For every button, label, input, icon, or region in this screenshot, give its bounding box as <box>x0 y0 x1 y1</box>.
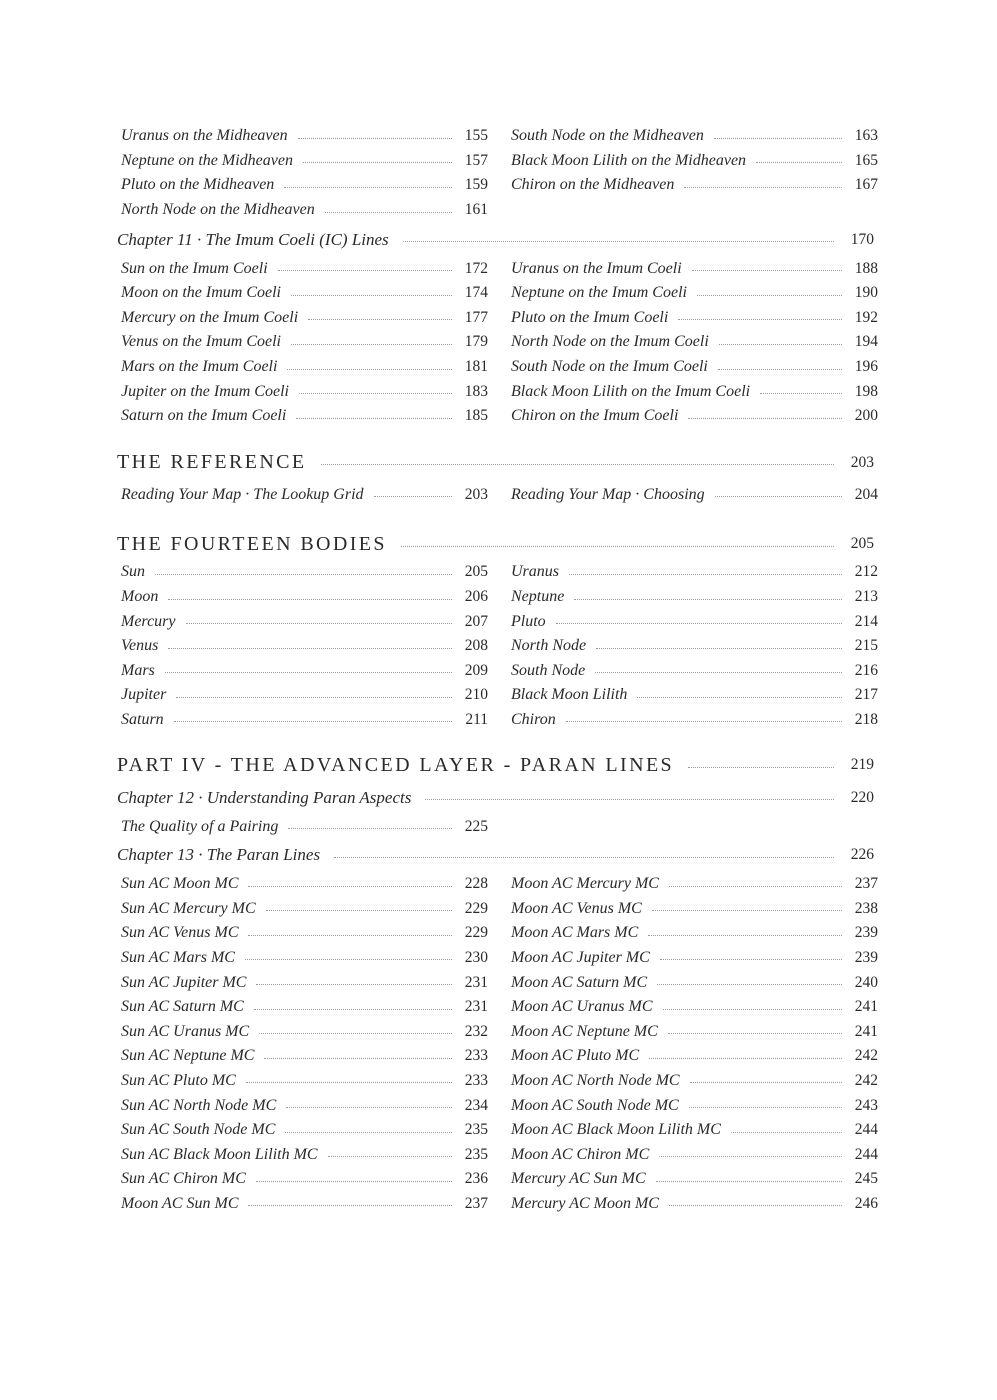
entry-title: Sun AC North Node MC <box>121 1096 277 1114</box>
entry-title: Venus <box>121 637 159 655</box>
toc-entry[interactable] <box>511 330 878 355</box>
page-number: 205 <box>850 535 874 553</box>
dot-leader <box>697 295 842 296</box>
toc-entry[interactable] <box>121 896 488 921</box>
section-title: THE FOURTEEN BODIES <box>117 532 387 555</box>
page-number: 181 <box>464 358 488 376</box>
toc-entry[interactable] <box>511 1019 878 1044</box>
entry-title: Mars on the Imum Coeli <box>121 358 278 376</box>
page-number: 196 <box>854 358 878 376</box>
dot-leader <box>652 910 842 911</box>
entry-title: South Node on the Imum Coeli <box>511 358 708 376</box>
page-number: 165 <box>854 151 878 169</box>
toc-entry[interactable] <box>121 560 488 585</box>
entry-title: Venus on the Imum Coeli <box>121 333 281 351</box>
page-number: 233 <box>464 1071 488 1089</box>
dot-leader <box>669 886 842 887</box>
entry-title: Moon <box>121 588 159 606</box>
entry-title: Reading Your Map · The Lookup Grid <box>121 485 364 503</box>
dot-leader <box>596 648 842 649</box>
dot-leader <box>245 959 452 960</box>
page-number: 235 <box>464 1145 488 1163</box>
dot-leader <box>186 623 453 624</box>
toc-entry[interactable] <box>121 946 488 971</box>
dot-leader <box>248 1205 452 1206</box>
toc-entry[interactable] <box>121 379 488 404</box>
dot-leader <box>246 1082 452 1083</box>
dot-leader <box>595 672 842 673</box>
page-number: 244 <box>854 1145 878 1163</box>
quality-entry-row <box>117 814 874 839</box>
entry-title: Jupiter on the Imum Coeli <box>121 382 289 400</box>
toc-entry[interactable] <box>511 483 878 508</box>
toc-entry[interactable] <box>121 1142 488 1167</box>
entry-title: Moon AC Jupiter MC <box>511 948 650 966</box>
entry-title: Sun on the Imum Coeli <box>121 259 268 277</box>
midheaven-entries <box>117 124 878 222</box>
page-number: 177 <box>464 308 488 326</box>
dot-leader <box>155 574 452 575</box>
toc-entry[interactable] <box>511 173 878 198</box>
entry-title: Uranus on the Imum Coeli <box>511 259 682 277</box>
section-fourteen-bodies[interactable] <box>117 530 874 558</box>
toc-entry[interactable] <box>121 198 488 223</box>
page-number: 220 <box>850 788 874 806</box>
entry-title: Mercury <box>121 612 176 630</box>
table-of-contents <box>117 124 878 1216</box>
entry-title: Sun AC Mercury MC <box>121 899 256 917</box>
toc-entry[interactable] <box>511 970 878 995</box>
dot-leader <box>692 270 842 271</box>
dot-leader <box>303 162 452 163</box>
toc-entry[interactable] <box>511 872 878 897</box>
page-number: 192 <box>854 308 878 326</box>
toc-entry[interactable] <box>511 1069 878 1094</box>
page-number: 183 <box>464 382 488 400</box>
toc-entry[interactable] <box>121 1044 488 1069</box>
page-number: 155 <box>464 127 488 145</box>
page-number: 238 <box>854 899 878 917</box>
dot-leader <box>374 496 452 497</box>
page-number: 215 <box>854 637 878 655</box>
page-number: 188 <box>854 259 878 277</box>
dot-leader <box>286 1107 452 1108</box>
toc-entry[interactable] <box>121 1093 488 1118</box>
dot-leader <box>403 241 834 242</box>
dot-leader <box>328 1156 452 1157</box>
dot-leader <box>254 1009 452 1010</box>
toc-entry[interactable] <box>121 683 488 708</box>
toc-entry[interactable] <box>121 1019 488 1044</box>
dot-leader <box>731 1132 842 1133</box>
page-number: 240 <box>854 973 878 991</box>
page-number: 210 <box>464 686 488 704</box>
dot-leader <box>248 886 452 887</box>
page-number: 159 <box>464 176 488 194</box>
page-number: 219 <box>850 756 874 774</box>
toc-entry[interactable] <box>511 609 878 634</box>
dot-leader <box>168 648 452 649</box>
page-number: 203 <box>850 453 874 471</box>
toc-entry[interactable] <box>121 124 488 149</box>
section-part-iv[interactable] <box>117 751 874 779</box>
dot-leader <box>566 721 842 722</box>
dot-leader <box>165 672 452 673</box>
entry-title: Chiron <box>511 710 556 728</box>
dot-leader <box>256 1181 452 1182</box>
entry-title: Moon AC Saturn MC <box>511 973 648 991</box>
toc-entry[interactable] <box>121 634 488 659</box>
entry-title: South Node <box>511 661 586 679</box>
page-number: 245 <box>854 1170 878 1188</box>
entry-title: Mercury on the Imum Coeli <box>121 308 299 326</box>
page-number: 170 <box>850 230 874 248</box>
page-number: 217 <box>854 686 878 704</box>
toc-entry[interactable] <box>511 634 878 659</box>
page-number: 244 <box>854 1121 878 1139</box>
toc-entry[interactable] <box>121 1167 488 1192</box>
entry-title: Black Moon Lilith on the Midheaven <box>511 151 747 169</box>
toc-entry[interactable] <box>121 404 488 429</box>
entry-title: Moon AC Black Moon Lilith MC <box>511 1121 721 1139</box>
toc-entry[interactable] <box>511 995 878 1020</box>
dot-leader <box>714 138 842 139</box>
dot-leader <box>168 599 452 600</box>
toc-entry[interactable] <box>121 659 488 684</box>
page-number: 226 <box>850 846 874 864</box>
page-number: 229 <box>464 899 488 917</box>
section-title: PART IV - THE ADVANCED LAYER - PARAN LINES <box>117 753 675 776</box>
reference-entries <box>117 483 878 508</box>
dot-leader <box>663 1009 843 1010</box>
toc-entry[interactable] <box>121 872 488 897</box>
toc-entry[interactable] <box>121 1118 488 1143</box>
entry-title: Neptune on the Imum Coeli <box>511 284 687 302</box>
page-number: 172 <box>464 259 488 277</box>
page-number: 204 <box>854 485 878 503</box>
dot-leader <box>689 1107 842 1108</box>
dot-leader <box>425 799 834 800</box>
page-number: 213 <box>854 588 878 606</box>
page-number: 167 <box>854 176 878 194</box>
entry-title: Jupiter <box>121 686 167 704</box>
imum-coeli-entries <box>117 256 878 428</box>
entry-title: Moon AC Uranus MC <box>511 998 653 1016</box>
page-number: 242 <box>854 1071 878 1089</box>
entry-title: Black Moon Lilith <box>511 686 628 704</box>
entry-title: Saturn on the Imum Coeli <box>121 407 287 425</box>
dot-leader <box>299 393 452 394</box>
entry-title: Uranus on the Midheaven <box>121 127 288 145</box>
page-number: 161 <box>464 201 488 219</box>
dot-leader <box>287 369 452 370</box>
page-number: 230 <box>464 948 488 966</box>
dot-leader <box>278 270 452 271</box>
entry-title: Chiron on the Midheaven <box>511 176 675 194</box>
entry-title: Moon AC Neptune MC <box>511 1022 658 1040</box>
dot-leader <box>660 959 842 960</box>
dot-leader <box>248 935 452 936</box>
page-number: 241 <box>854 998 878 1016</box>
dot-leader <box>668 1033 842 1034</box>
page-number: 216 <box>854 661 878 679</box>
page-number: 157 <box>464 151 488 169</box>
dot-leader <box>325 212 452 213</box>
dot-leader <box>690 1082 842 1083</box>
page-number: 237 <box>854 875 878 893</box>
entry-title: Neptune <box>511 588 565 606</box>
dot-leader <box>659 1156 842 1157</box>
dot-leader <box>718 369 842 370</box>
dot-leader <box>401 546 834 547</box>
section-reference[interactable] <box>117 449 874 477</box>
dot-leader <box>669 1205 842 1206</box>
page-number: 163 <box>854 127 878 145</box>
page-number: 225 <box>464 817 488 835</box>
toc-entry[interactable] <box>121 256 488 281</box>
toc-entry[interactable] <box>121 483 488 508</box>
empty-cell <box>511 198 878 223</box>
page-number: 190 <box>854 284 878 302</box>
entry-title: Moon AC Mercury MC <box>511 875 659 893</box>
toc-entry[interactable] <box>121 173 488 198</box>
page-number: 205 <box>464 563 488 581</box>
toc-entry[interactable] <box>511 708 878 733</box>
page-number: 236 <box>464 1170 488 1188</box>
section-title: THE REFERENCE <box>117 451 307 474</box>
chapter-title: Chapter 12 · Understanding Paran Aspects <box>117 787 412 807</box>
chapter-11-entry[interactable] <box>117 225 874 254</box>
page-number: 209 <box>464 661 488 679</box>
toc-entry[interactable] <box>511 1167 878 1192</box>
entry-title: Sun AC Black Moon Lilith MC <box>121 1145 318 1163</box>
page-number: 206 <box>464 588 488 606</box>
page-number: 174 <box>464 284 488 302</box>
entry-title: North Node <box>511 637 587 655</box>
page-number: 246 <box>854 1194 878 1212</box>
dot-leader <box>176 697 452 698</box>
toc-entry[interactable] <box>121 708 488 733</box>
toc-entry[interactable] <box>511 256 878 281</box>
entry-title: Sun AC Uranus MC <box>121 1022 250 1040</box>
toc-entry[interactable] <box>511 585 878 610</box>
entry-title: Pluto <box>511 612 546 630</box>
toc-entry[interactable] <box>121 921 488 946</box>
entry-title: Pluto on the Midheaven <box>121 176 275 194</box>
entry-title: Moon AC Pluto MC <box>511 1047 640 1065</box>
page-number: 233 <box>464 1047 488 1065</box>
toc-entry[interactable] <box>121 609 488 634</box>
toc-entry[interactable] <box>511 149 878 174</box>
bodies-entries <box>117 560 878 732</box>
page-number: 228 <box>464 875 488 893</box>
entry-title: Sun AC South Node MC <box>121 1121 276 1139</box>
chapter-title: Chapter 11 · The Imum Coeli (IC) Lines <box>117 229 389 249</box>
page-number: 235 <box>464 1121 488 1139</box>
entry-title: Moon AC South Node MC <box>511 1096 679 1114</box>
entry-title: Moon AC North Node MC <box>511 1071 680 1089</box>
dot-leader <box>298 138 452 139</box>
page-number: 242 <box>854 1047 878 1065</box>
entry-title: South Node on the Midheaven <box>511 127 704 145</box>
dot-leader <box>688 418 842 419</box>
entry-title: Neptune on the Midheaven <box>121 151 293 169</box>
entry-title: Sun AC Pluto MC <box>121 1071 236 1089</box>
page-number: 208 <box>464 637 488 655</box>
toc-entry[interactable] <box>511 560 878 585</box>
chapter-title: Chapter 13 · The Paran Lines <box>117 845 321 865</box>
dot-leader <box>556 623 842 624</box>
dot-leader <box>256 984 452 985</box>
page-number: 234 <box>464 1096 488 1114</box>
dot-leader <box>657 984 842 985</box>
dot-leader <box>334 857 834 858</box>
entry-title: Sun AC Moon MC <box>121 875 239 893</box>
dot-leader <box>259 1033 452 1034</box>
dot-leader <box>266 910 452 911</box>
page-number: 200 <box>854 407 878 425</box>
toc-entry[interactable] <box>511 404 878 429</box>
dot-leader <box>285 1132 452 1133</box>
dot-leader <box>760 393 842 394</box>
page-number: 212 <box>854 563 878 581</box>
entry-title: Reading Your Map · Choosing <box>511 485 705 503</box>
dot-leader <box>296 418 452 419</box>
page-number: 232 <box>464 1022 488 1040</box>
toc-entry[interactable] <box>511 683 878 708</box>
dot-leader <box>574 599 842 600</box>
chapter-13-entry[interactable] <box>117 841 874 870</box>
toc-entry[interactable] <box>121 149 488 174</box>
toc-entry[interactable] <box>511 1044 878 1069</box>
entry-title: Uranus <box>511 563 560 581</box>
dot-leader <box>291 295 452 296</box>
toc-entry[interactable] <box>121 330 488 355</box>
page-number: 231 <box>464 973 488 991</box>
entry-title: Sun AC Venus MC <box>121 924 239 942</box>
page-number: 218 <box>854 710 878 728</box>
toc-entry[interactable] <box>511 124 878 149</box>
dot-leader <box>649 1058 842 1059</box>
dot-leader <box>321 464 834 465</box>
page-number: 194 <box>854 333 878 351</box>
entry-title: Moon AC Chiron MC <box>511 1145 650 1163</box>
dot-leader <box>637 697 842 698</box>
page-number: 207 <box>464 612 488 630</box>
entry-title: Chiron on the Imum Coeli <box>511 407 679 425</box>
page-number: 203 <box>464 485 488 503</box>
toc-entry[interactable] <box>121 355 488 380</box>
entry-title: Moon AC Venus MC <box>511 899 642 917</box>
toc-entry[interactable] <box>121 995 488 1020</box>
toc-entry[interactable] <box>511 306 878 331</box>
page-number: 185 <box>464 407 488 425</box>
toc-entry[interactable] <box>121 1069 488 1094</box>
entry-title: Sun <box>121 563 145 581</box>
entry-title: Sun AC Chiron MC <box>121 1170 246 1188</box>
entry-title: Moon on the Imum Coeli <box>121 284 281 302</box>
dot-leader <box>308 319 452 320</box>
toc-entry[interactable] <box>511 1093 878 1118</box>
toc-entry[interactable] <box>121 970 488 995</box>
entry-title: Black Moon Lilith on the Imum Coeli <box>511 382 751 400</box>
entry-title: Sun AC Saturn MC <box>121 998 244 1016</box>
page-number: 214 <box>854 612 878 630</box>
toc-entry[interactable] <box>511 896 878 921</box>
page-number: 243 <box>854 1096 878 1114</box>
toc-entry[interactable] <box>511 659 878 684</box>
dot-leader <box>569 574 842 575</box>
dot-leader <box>684 187 842 188</box>
paran-entries <box>117 872 878 1216</box>
entry-title: North Node on the Imum Coeli <box>511 333 709 351</box>
page-number: 239 <box>854 948 878 966</box>
page-number: 239 <box>854 924 878 942</box>
dot-leader <box>174 721 452 722</box>
page-number: 231 <box>464 998 488 1016</box>
entry-title: North Node on the Midheaven <box>121 201 315 219</box>
toc-entry[interactable] <box>121 585 488 610</box>
toc-entry[interactable] <box>511 946 878 971</box>
toc-entry[interactable] <box>121 814 488 839</box>
entry-title: Moon AC Mars MC <box>511 924 639 942</box>
toc-entry[interactable] <box>511 379 878 404</box>
toc-entry[interactable] <box>511 1192 878 1217</box>
entry-title: Saturn <box>121 710 164 728</box>
chapter-12-entry[interactable] <box>117 783 874 812</box>
entry-title: Pluto on the Imum Coeli <box>511 308 669 326</box>
page-number: 198 <box>854 382 878 400</box>
toc-entry[interactable] <box>511 355 878 380</box>
toc-entry[interactable] <box>121 281 488 306</box>
page-number: 237 <box>464 1194 488 1212</box>
entry-title: Moon AC Sun MC <box>121 1194 239 1212</box>
entry-title: Sun AC Mars MC <box>121 948 235 966</box>
entry-title: The Quality of a Pairing <box>121 817 279 835</box>
toc-entry[interactable] <box>511 281 878 306</box>
dot-leader <box>284 187 452 188</box>
toc-entry[interactable] <box>511 1118 878 1143</box>
toc-entry[interactable] <box>511 921 878 946</box>
entry-title: Sun AC Jupiter MC <box>121 973 247 991</box>
dot-leader <box>264 1058 452 1059</box>
toc-entry[interactable] <box>121 306 488 331</box>
dot-leader <box>715 496 842 497</box>
dot-leader <box>719 344 842 345</box>
dot-leader <box>656 1181 842 1182</box>
page-number: 179 <box>464 333 488 351</box>
toc-entry[interactable] <box>511 1142 878 1167</box>
dot-leader <box>756 162 842 163</box>
toc-entry[interactable] <box>121 1192 488 1217</box>
dot-leader <box>678 319 842 320</box>
page-number: 211 <box>465 710 488 728</box>
dot-leader <box>288 828 452 829</box>
dot-leader <box>688 767 834 768</box>
entry-title: Sun AC Neptune MC <box>121 1047 255 1065</box>
entry-title: Mercury AC Sun MC <box>511 1170 646 1188</box>
dot-leader <box>648 935 842 936</box>
dot-leader <box>291 344 452 345</box>
entry-title: Mars <box>121 661 155 679</box>
page-number: 229 <box>464 924 488 942</box>
page-number: 241 <box>854 1022 878 1040</box>
entry-title: Mercury AC Moon MC <box>511 1194 659 1212</box>
